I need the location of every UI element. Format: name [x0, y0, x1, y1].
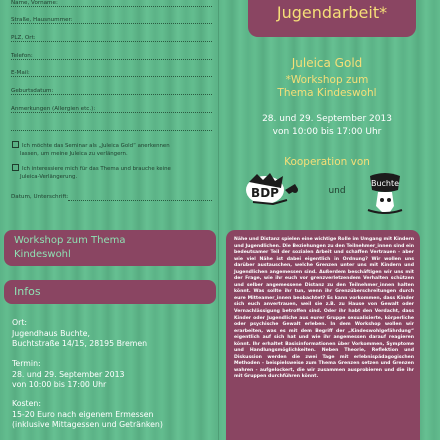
- workshop-heading-line-2: Thema Kindeswohl: [277, 87, 377, 99]
- juleica-checkbox-text-1: Ich möchte das Seminar als „Juleica Gold“ anerkennen: [22, 143, 170, 149]
- termin-line-1: 28. und 29. September 2013: [12, 369, 125, 379]
- workshop-banner: [4, 230, 216, 266]
- cost-info: [12, 399, 163, 431]
- und-text: und: [328, 186, 346, 196]
- birthdate-label: Geburtsdatum:: [11, 88, 54, 94]
- kosten-label: Kosten:: [12, 399, 41, 408]
- juleica-gold-heading: Juleica Gold: [291, 56, 363, 70]
- phone-field[interactable]: [6, 49, 212, 61]
- bdp-logo: [243, 170, 303, 210]
- phone-label: Telefon:: [11, 53, 33, 59]
- email-field[interactable]: [6, 66, 212, 78]
- fold-divider: [218, 0, 219, 440]
- notes-line-2[interactable]: [6, 120, 212, 132]
- location-info: [12, 318, 147, 350]
- buchte-logo: [360, 170, 410, 216]
- termin-label: Termin:: [12, 359, 41, 368]
- kooperation-heading: Kooperation von: [284, 156, 370, 168]
- interest-checkbox-text-1: Ich interessiere mich für das Thema und brauche keine: [22, 166, 171, 172]
- ort-label: Ort:: [12, 318, 28, 327]
- dates-text: 28. und 29. September 2013: [262, 114, 392, 124]
- juleica-checkbox-text-2: lassen, um meine Juleica zu verlängern.: [20, 150, 128, 157]
- infos-banner: [4, 280, 216, 304]
- kosten-line-2: (inklusive Mittagessen und Getränken): [12, 420, 163, 429]
- juleica-checkbox[interactable]: [12, 141, 19, 148]
- street-label: Straße, Hausnummer:: [11, 17, 73, 23]
- date-info: [12, 359, 124, 391]
- street-field[interactable]: [6, 13, 212, 25]
- workshop-banner-line-2: Kindeswohl: [14, 248, 71, 260]
- title-text: Jugendarbeit*: [276, 3, 388, 22]
- workshop-banner-line-1: Workshop zum Thema: [14, 235, 126, 246]
- signature-field[interactable]: [6, 190, 212, 202]
- bdp-logo-text: BDP: [251, 186, 279, 200]
- workshop-banner-text: [14, 234, 126, 261]
- juleica-checkbox-option[interactable]: [12, 141, 212, 158]
- email-label: E-Mail:: [11, 70, 30, 76]
- description-box: [226, 230, 420, 440]
- interest-checkbox-option[interactable]: [12, 164, 212, 181]
- notes-field[interactable]: [6, 102, 212, 114]
- workshop-heading: [222, 74, 432, 100]
- title-banner: [248, 0, 416, 37]
- name-label: Name, Vorname:: [11, 0, 58, 6]
- description-text: Nähe und Distanz spielen eine wichtige Rolle im Umgang mit Kindern und Jugendlichen. Die Beziehungen zu den Teilnehmer_innen sind ein bedeutsamer Teil der sozialen Arbeit und schaffen Vertrauen - aber wie viel Nähe ist dabei eigentlich in Ordnung? Wir wollen uns darüber austauschen, welche Grenzen unter uns mit Kindern und Jugendlichen angemessen sind. Außerdem beschäftigen wir uns mit der Frage, wie ihr euch vor grenzverletzendem Verhalten schützen und selber angemessene Distanz zu den Teilnehmer_innen halten könnt. Was sollte ihr tun, wenn ihr Grenzüberschreitungen durch eure Mitteamer_innen beobachtet? Es kann vorkommen, dass Kinder sich euch anvertrauen, weil sie z.B. zu Hause von Gewalt oder Vernachlässigung betroffen sind. Oder ihr habt den Verdacht, dass Kinder oder Jugendliche aus eurer Gruppe sexualisierte, körperliche oder psychische Gewalt erleben. In dem Workshop wollen wir erarbeiten, was es mit dem Begriff der „Kindeswohlgefährdung“ eigentlich auf sich hat und wie ihr angemessen darauf reagieren könnt. Ihr erhaltet Basisinformationen über Vorkommen, Symptome und Handlungsmöglichkeiten. Neben Theorie, Reflektion und Diskussion werden die zwei Tage mit erlebnispädagogischen Methoden - beispielsweise zum Thema Grenzen setzen und Grenzen wahren - aufgelockert, die wir zusammen ausprobieren und die ihr mit Gruppen durchführen könnt.: [234, 237, 414, 380]
- termin-line-2: von 10:00 bis 17:00 Uhr: [12, 380, 107, 389]
- birthdate-field[interactable]: [6, 84, 212, 96]
- interest-checkbox-text-2: Juleica-Verlängerung.: [20, 173, 78, 180]
- workshop-heading-line-1: *Workshop zum: [285, 74, 369, 86]
- ort-line-1: Jugendhaus Buchte,: [12, 328, 90, 338]
- buchte-logo-text: Buchte: [370, 179, 400, 188]
- signature-label: Datum, Unterschrift:: [11, 194, 69, 200]
- city-label: PLZ, Ort:: [11, 35, 36, 41]
- name-field[interactable]: [6, 0, 212, 8]
- dates-block: [222, 113, 432, 138]
- times-text: von 10:00 bis 17:00 Uhr: [272, 126, 382, 137]
- ort-line-2: Buchtstraße 14/15, 28195 Bremen: [12, 339, 148, 348]
- city-field[interactable]: [6, 31, 212, 43]
- infos-heading: Infos: [14, 285, 41, 298]
- kosten-line-1: 15-20 Euro nach eigenem Ermessen: [12, 409, 154, 419]
- notes-label: Anmerkungen (Allergien etc.):: [11, 106, 96, 112]
- interest-checkbox[interactable]: [12, 164, 19, 171]
